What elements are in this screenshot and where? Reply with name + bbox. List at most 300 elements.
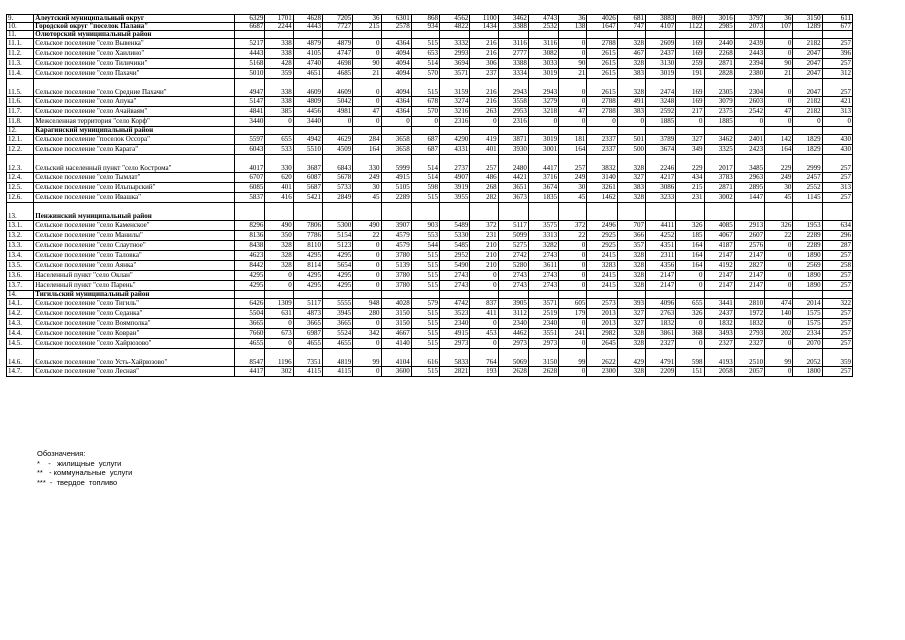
value-cell: 2147 [734,251,764,261]
value-cell: 1829 [793,145,822,155]
value-cell: 4740 [293,59,322,69]
value-cell: 5139 [381,261,411,271]
value-cell: 45 [559,193,587,203]
value-cell: 350 [265,231,293,241]
value-cell: 326 [676,309,704,319]
table-row [7,349,853,367]
value-cell: 2973 [440,339,470,349]
table-row [7,281,853,291]
value-cell: 631 [265,309,293,319]
value-cell: 515 [411,309,439,319]
value-cell: 3019 [645,69,675,79]
value-cell: 263 [470,107,498,117]
value-cell: 0 [765,261,793,271]
value-cell: 5524 [322,329,352,339]
value-cell: 2743 [440,281,470,291]
value-cell: 3945 [322,309,352,319]
value-cell: 0 [765,39,793,49]
value-cell: 229 [765,155,793,173]
row-name: Сельское поселение "село Аянка" [34,261,235,271]
value-cell: 284 [353,135,381,145]
value-cell: 2437 [704,309,734,319]
value-cell [793,31,822,39]
value-cell: 490 [265,221,293,231]
value-cell [265,127,293,135]
value-cell: 313 [822,183,852,193]
value-cell: 257 [822,339,852,349]
table-row [7,309,853,319]
value-cell: 490 [353,221,381,231]
value-cell: 747 [617,23,645,31]
table-row [7,203,853,221]
value-cell: 2510 [734,349,764,367]
value-cell [265,203,293,221]
value-cell: 2871 [704,59,734,69]
value-cell: 366 [617,231,645,241]
value-cell: 3797 [734,15,764,23]
table-row [7,329,853,339]
value-cell: 257 [822,367,852,377]
table-row [7,97,853,107]
value-cell [559,291,587,299]
value-cell: 0 [765,49,793,59]
value-cell: 3150 [793,15,822,23]
value-cell [765,291,793,299]
value-cell: 328 [617,59,645,69]
row-number: 14.1. [7,299,34,309]
value-cell: 22 [353,231,381,241]
value-cell: 1701 [265,15,293,23]
row-name: Сельское поселение "село Средние Пахачи" [34,79,235,97]
value-cell: 181 [559,135,587,145]
value-cell: 4028 [381,299,411,309]
value-cell: 2147 [734,281,764,291]
value-cell: 21 [559,69,587,79]
value-cell: 4331 [440,145,470,155]
legend-item: ** - коммунальные услуги [37,468,133,477]
value-cell: 258 [822,261,852,271]
value-cell: 4879 [322,39,352,49]
value-cell [587,127,617,135]
value-cell [822,203,852,221]
value-cell: 257 [822,193,852,203]
value-cell: 655 [676,299,704,309]
value-cell: 330 [265,155,293,173]
value-cell: 5489 [440,221,470,231]
value-cell: 1122 [676,23,704,31]
value-cell: 216 [470,49,498,59]
value-cell: 257 [822,79,852,97]
value-cell: 22 [559,231,587,241]
value-cell: 191 [676,69,704,79]
value-cell [734,127,764,135]
value-cell: 0 [353,49,381,59]
value-cell: 1890 [793,251,822,261]
value-cell [322,291,352,299]
value-cell [617,203,645,221]
value-cell: 0 [559,367,587,377]
value-cell: 1800 [793,367,822,377]
value-cell: 2017 [704,155,734,173]
value-cell: 2793 [734,329,764,339]
value-cell: 302 [265,367,293,377]
value-cell: 169 [676,49,704,59]
value-cell: 2763 [645,309,675,319]
value-cell: 4115 [293,367,322,377]
table-row [7,251,853,261]
value-cell: 1972 [734,309,764,319]
value-cell: 948 [353,299,381,309]
value-cell: 5117 [293,299,322,309]
value-cell: 0 [353,79,381,97]
value-cell: 0 [353,271,381,281]
value-cell: 3233 [645,193,675,203]
value-cell: 2327 [645,339,675,349]
value-cell: 4094 [381,49,411,59]
table-row [7,319,853,329]
value-cell: 328 [617,339,645,349]
value-cell: 4356 [645,261,675,271]
value-cell: 3780 [381,271,411,281]
value-cell: 0 [559,271,587,281]
value-cell: 903 [411,221,439,231]
value-cell: 2603 [734,97,764,107]
row-number: 11.7. [7,107,34,117]
value-cell: 5733 [322,183,352,193]
row-name: Сельское поселение "село Тигиль" [34,299,235,309]
value-cell: 99 [353,349,381,367]
value-cell [411,291,439,299]
value-cell: 164 [676,261,704,271]
table-row [7,241,853,251]
legend-item: * - жилищные услуги [37,458,122,468]
table-row [7,59,853,69]
value-cell: 3493 [704,329,734,339]
row-number: 11.1. [7,39,34,49]
value-cell [793,291,822,299]
value-cell [470,31,498,39]
value-cell: 5837 [235,193,265,203]
value-cell: 0 [470,281,498,291]
value-cell: 2334 [793,329,822,339]
value-cell: 4096 [645,299,675,309]
value-cell: 401 [470,145,498,155]
value-cell: 515 [411,193,439,203]
row-number: 12. [7,127,34,135]
value-cell: 1575 [793,319,822,329]
value-cell: 328 [617,329,645,339]
value-cell: 5275 [498,241,528,251]
value-cell: 2058 [704,367,734,377]
value-cell: 328 [617,155,645,173]
value-cell: 217 [676,107,704,117]
value-cell: 515 [411,261,439,271]
value-cell: 5217 [235,39,265,49]
value-cell: 4907 [440,173,470,183]
value-cell: 8296 [235,221,265,231]
value-cell: 327 [617,309,645,319]
value-cell [765,203,793,221]
value-cell [470,291,498,299]
value-cell: 837 [470,299,498,309]
value-cell [559,31,587,39]
value-cell: 1145 [793,193,822,203]
table-row [7,261,853,271]
value-cell: 2316 [440,117,470,127]
value-cell: 2607 [734,231,764,241]
value-cell [353,31,381,39]
value-cell: 3658 [381,135,411,145]
value-cell: 4562 [440,15,470,23]
value-cell: 4655 [322,339,352,349]
value-cell: 2999 [793,155,822,173]
value-cell: 8114 [293,261,322,271]
value-cell: 5654 [322,261,352,271]
row-number: 12.2. [7,145,34,155]
value-cell: 2437 [645,49,675,59]
value-cell: 4295 [235,281,265,291]
value-cell: 2913 [734,221,764,231]
value-cell: 533 [265,145,293,155]
value-cell: 0 [765,339,793,349]
value-cell: 1832 [704,319,734,329]
value-cell: 868 [411,15,439,23]
value-cell: 0 [353,241,381,251]
table-row [7,339,853,349]
row-name: Тигильский муниципальный район [34,291,235,299]
row-number: 11.5. [7,79,34,97]
value-cell: 2415 [587,271,617,281]
value-cell: 0 [353,97,381,107]
value-cell: 4747 [322,49,352,59]
value-cell: 2943 [528,79,558,97]
value-cell: 4421 [498,173,528,183]
value-cell: 2057 [734,367,764,377]
value-cell: 5300 [322,221,352,231]
value-cell: 6707 [235,173,265,183]
value-cell [587,203,617,221]
value-cell: 229 [676,155,704,173]
value-cell: 2300 [587,367,617,377]
row-number: 14.4. [7,329,34,339]
row-number: 14.3. [7,319,34,329]
value-cell: 3861 [645,329,675,339]
value-cell: 3440 [235,117,265,127]
value-cell: 2743 [528,271,558,281]
value-cell: 90 [765,59,793,69]
value-cell: 383 [617,107,645,117]
value-cell: 0 [765,281,793,291]
value-cell: 6043 [235,145,265,155]
value-cell: 2182 [793,107,822,117]
table-row [7,367,853,377]
value-cell: 249 [559,173,587,183]
value-cell: 3002 [704,193,734,203]
value-cell: 421 [822,97,852,107]
value-cell: 1309 [265,299,293,309]
value-cell [822,127,852,135]
value-cell [765,127,793,135]
value-cell: 3248 [645,97,675,107]
value-cell: 2925 [587,231,617,241]
value-cell: 4915 [381,173,411,183]
value-cell: 687 [411,145,439,155]
value-cell: 3150 [381,309,411,319]
value-cell: 0 [559,39,587,49]
value-cell: 328 [617,251,645,261]
value-cell: 3930 [498,145,528,155]
row-name: Сельское поселение "село Усть-Хайрюзово" [34,349,235,367]
value-cell: 2743 [440,271,470,281]
value-cell: 257 [822,281,852,291]
value-cell: 4140 [381,339,411,349]
value-cell: 2827 [734,261,764,271]
value-cell: 2337 [587,135,617,145]
value-cell: 8438 [235,241,265,251]
value-cell: 2443 [734,49,764,59]
row-number: 11.8. [7,117,34,127]
value-cell: 5490 [440,261,470,271]
value-cell: 216 [470,79,498,97]
value-cell: 99 [765,349,793,367]
value-cell: 99 [559,349,587,367]
value-cell: 3440 [293,117,322,127]
table-row [7,155,853,173]
row-number: 13.5. [7,261,34,271]
row-name: Сельское поселение "село Воямполка" [34,319,235,329]
value-cell: 328 [265,261,293,271]
value-cell: 2953 [498,107,528,117]
value-cell: 0 [765,79,793,97]
row-name: Сельское поселение "село Тымлат" [34,173,235,183]
value-cell: 0 [676,271,704,281]
table-row [7,127,853,135]
value-cell: 4623 [235,251,265,261]
table-row [7,221,853,231]
value-cell: 3905 [498,299,528,309]
value-cell: 6301 [381,15,411,23]
value-cell: 282 [470,193,498,203]
value-cell: 5154 [322,231,352,241]
value-cell: 0 [676,319,704,329]
value-cell: 2737 [440,155,470,173]
row-number: 13.6. [7,271,34,281]
value-cell: 107 [765,23,793,31]
value-cell: 2895 [734,183,764,193]
value-cell: 257 [822,309,852,319]
value-cell: 1890 [793,271,822,281]
value-cell: 2209 [645,367,675,377]
value-cell: 257 [822,251,852,261]
value-cell: 2327 [704,339,734,349]
value-cell [704,127,734,135]
table-row [7,31,853,39]
table-row [7,79,853,97]
value-cell: 45 [353,193,381,203]
value-cell: 3571 [528,299,558,309]
value-cell: 328 [617,39,645,49]
value-cell: 90 [559,59,587,69]
value-cell [704,203,734,221]
value-cell: 0 [765,271,793,281]
value-cell: 4819 [322,349,352,367]
value-cell: 515 [411,339,439,349]
value-cell [498,31,528,39]
value-cell: 4295 [293,251,322,261]
value-cell: 3441 [704,299,734,309]
value-cell: 515 [411,39,439,49]
row-name: Сельское поселение "село Манилы" [34,231,235,241]
value-cell: 0 [353,367,381,377]
value-cell: 328 [617,281,645,291]
value-cell: 383 [617,183,645,193]
value-cell: 1829 [793,135,822,145]
value-cell: 598 [676,349,704,367]
value-cell: 328 [617,79,645,97]
value-cell: 257 [822,59,852,69]
value-cell [645,291,675,299]
value-cell: 934 [411,23,439,31]
table-row [7,69,853,79]
table-row [7,291,853,299]
value-cell: 0 [353,319,381,329]
value-cell: 328 [265,251,293,261]
row-number: 14.6. [7,349,34,367]
value-cell: 257 [559,155,587,173]
value-cell: 2380 [734,69,764,79]
value-cell: 514 [411,59,439,69]
value-cell: 4629 [322,135,352,145]
value-cell [293,291,322,299]
value-cell: 257 [822,329,852,339]
value-cell [587,291,617,299]
value-cell: 3082 [528,49,558,59]
value-cell: 2963 [734,173,764,183]
value-cell: 3780 [381,251,411,261]
value-cell: 5421 [293,193,322,203]
value-cell: 4217 [645,173,675,183]
value-cell: 515 [411,329,439,339]
row-number: 13.7. [7,281,34,291]
value-cell: 330 [353,155,381,173]
value-cell: 5105 [381,183,411,193]
value-cell: 515 [411,367,439,377]
value-cell: 429 [617,349,645,367]
value-cell: 515 [411,251,439,261]
value-cell: 4104 [381,349,411,367]
value-cell [470,127,498,135]
value-cell: 3558 [498,97,528,107]
value-cell: 0 [353,339,381,349]
value-cell: 620 [265,173,293,183]
row-name: Сельский населенный пункт "село Кострома" [34,155,235,173]
value-cell: 327 [617,173,645,183]
value-cell: 3116 [498,39,528,49]
value-cell: 501 [617,135,645,145]
value-cell: 3261 [587,183,617,193]
value-cell: 0 [765,241,793,251]
value-cell: 3919 [440,183,470,193]
value-cell: 3218 [528,107,558,117]
value-cell: 2457 [793,173,822,183]
value-cell: 2311 [645,251,675,261]
row-name: Сельское поселение "село Карага" [34,145,235,155]
value-cell [265,31,293,39]
value-cell: 287 [822,241,852,251]
value-cell: 4417 [235,367,265,377]
value-cell: 3016 [704,15,734,23]
row-number: 11. [7,31,34,39]
